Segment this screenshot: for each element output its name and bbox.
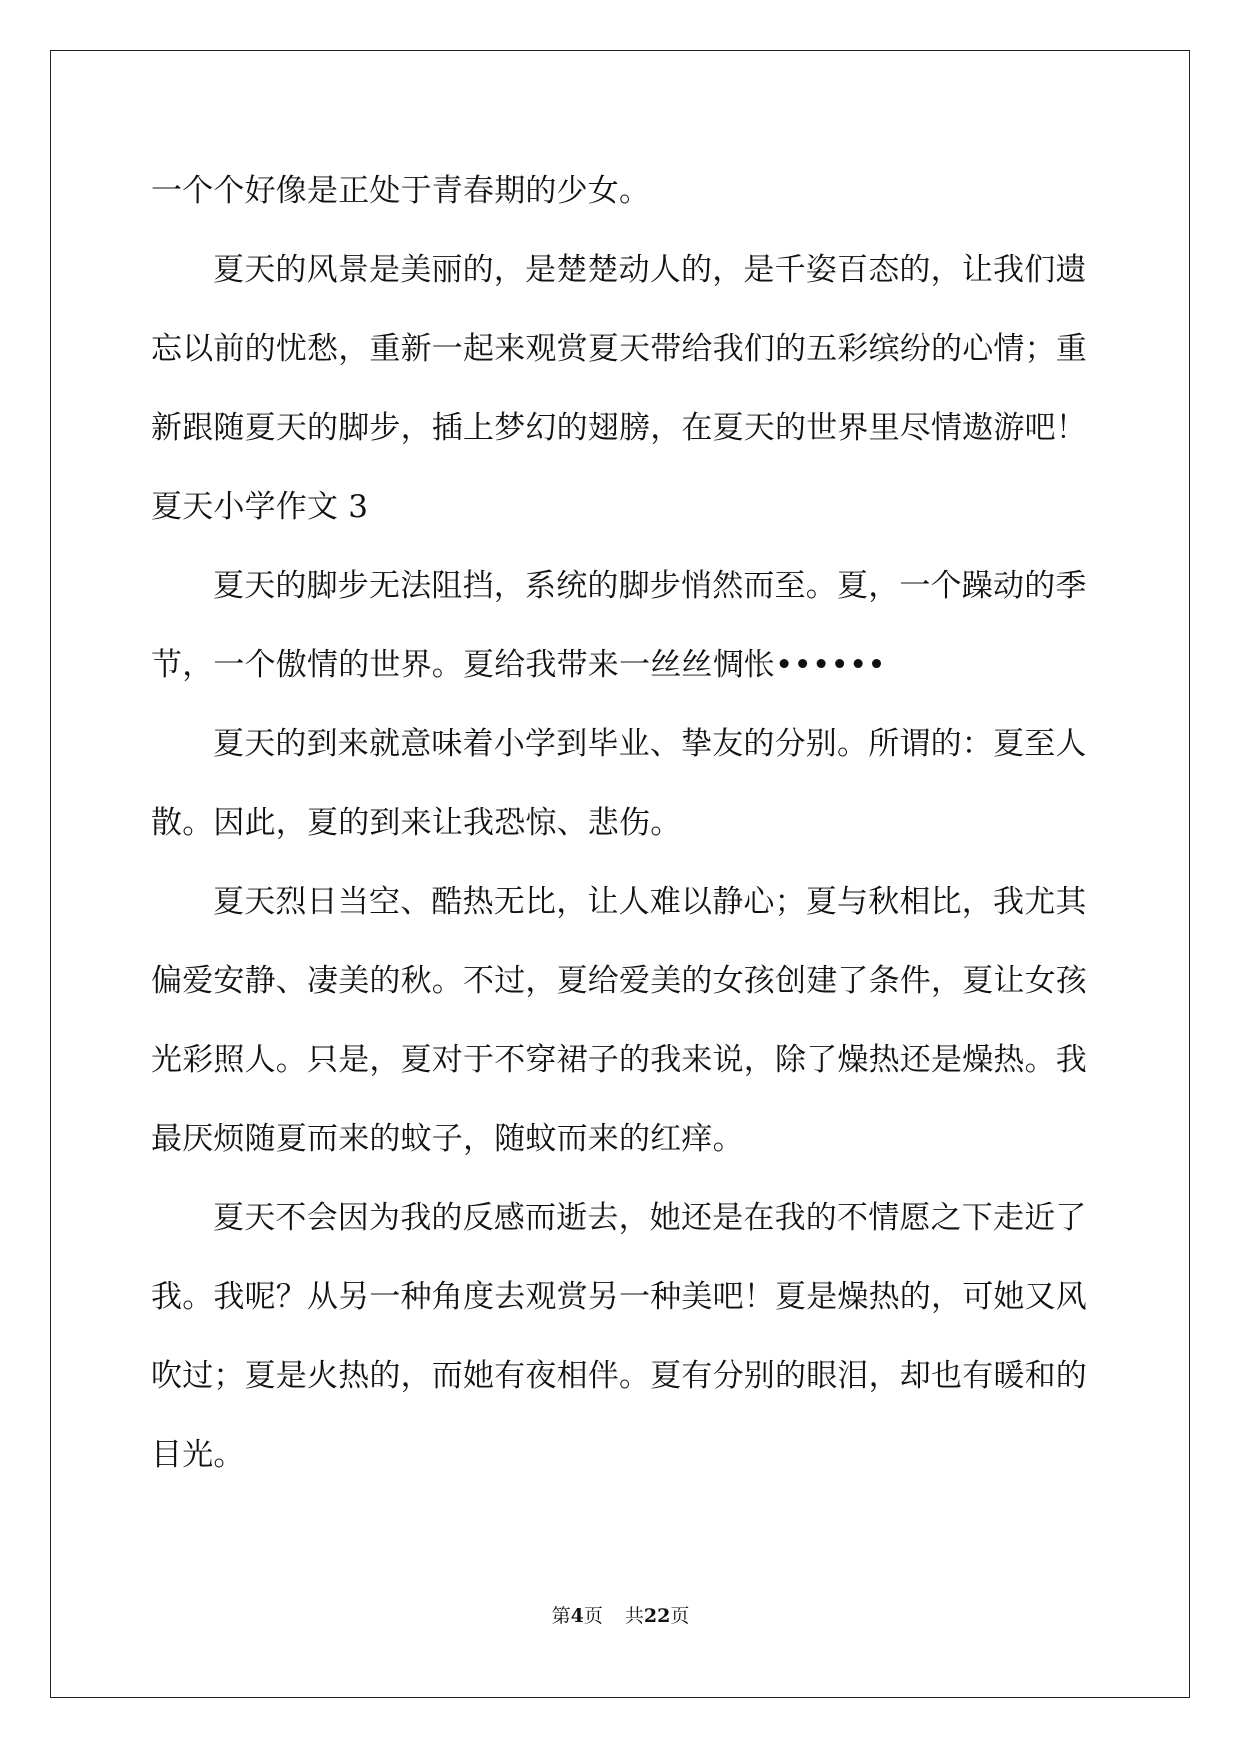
total-prefix: 共 <box>624 1605 644 1627</box>
body-line: 一个个好像是正处于青春期的少女。 <box>151 173 651 209</box>
body-line: 夏天烈日当空、酷热无比，让人难以静心；夏与秋相比，我尤其 <box>213 884 1087 920</box>
section-heading: 夏天小学作文 3 <box>151 489 369 525</box>
body-line: 最厌烦随夏而来的蚊子，随蚊而来的红痒。 <box>151 1121 744 1157</box>
body-line: 新跟随夏天的脚步，插上梦幻的翅膀，在夏天的世界里尽情遨游吧！ <box>151 410 1087 446</box>
page-suffix: 页 <box>583 1605 603 1627</box>
body-line: 夏天的风景是美丽的，是楚楚动人的，是千姿百态的，让我们遗 <box>213 252 1087 288</box>
body-line: 偏爱安静、凄美的秋。不过，夏给爱美的女孩创建了条件，夏让女孩 <box>151 963 1087 999</box>
total-pages: 22 <box>643 1605 671 1627</box>
document-body <box>151 152 1091 1495</box>
body-line: 夏天的到来就意味着小学到毕业、挚友的分别。所谓的：夏至人 <box>213 726 1087 762</box>
page-prefix: 第 <box>551 1605 571 1627</box>
body-line: 光彩照人。只是，夏对于不穿裙子的我来说，除了燥热还是燥热。我 <box>151 1042 1087 1078</box>
body-line: 夏天不会因为我的反感而逝去，她还是在我的不情愿之下走近了 <box>213 1200 1087 1236</box>
body-line: 节，一个傲情的世界。夏给我带来一丝丝惆怅•••••• <box>151 647 886 683</box>
body-line: 散。因此，夏的到来让我恐惊、悲伤。 <box>151 805 682 841</box>
body-line: 目光。 <box>151 1437 245 1473</box>
page-footer <box>0 1604 1241 1628</box>
body-line: 夏天的脚步无法阻挡，系统的脚步悄然而至。夏，一个躁动的季 <box>213 568 1087 604</box>
body-line: 我。我呢？从另一种角度去观赏另一种美吧！夏是燥热的，可她又风 <box>151 1279 1087 1315</box>
total-suffix: 页 <box>670 1605 690 1627</box>
body-line: 忘以前的忧愁，重新一起来观赏夏天带给我们的五彩缤纷的心情；重 <box>151 331 1087 367</box>
body-line: 吹过；夏是火热的，而她有夜相伴。夏有分别的眼泪，却也有暖和的 <box>151 1358 1087 1394</box>
page-number: 4 <box>570 1605 584 1627</box>
